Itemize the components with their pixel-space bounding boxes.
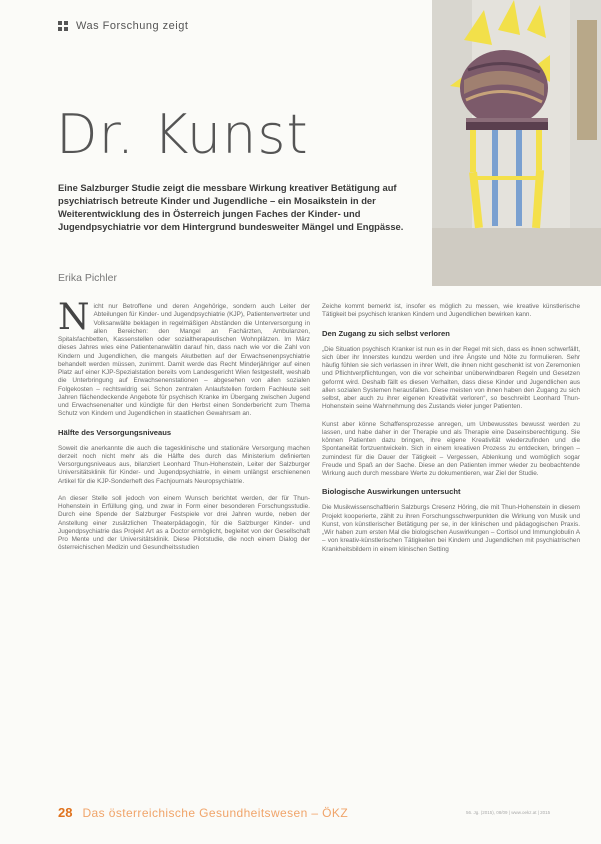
body-paragraph: „Die Situation psychisch Kranker ist nun es in der Regel mit sich, dass es ihnen schwerfällt, sich über ihr Innerstes kundzu werden und ihre Ängste und Nöte zu formulieren. Sehr häufig fühlen sie sich verlassen in ihrer Welt, die ihnen nicht geschenkt ist von Zeremonien und Pflichtverpflichtungen, von die vor scheinbar unüberwindbaren Regeln und Gesetzen geformt wird. Deshalb fällt es diesen Verhalten, dass diese Kinder und Jugendlichen aus allen sozialen Systemen herausfallen. Diese meisten von ihnen haben den Zugang zu sich selbst, aber auch zu ihrer eigenen Kreativität verloren“, so beschreibt Leonhard Thun-Hohenstein seine Wahrnehmung des Zustands vieler junger Patienten. xyxy=(322,345,580,411)
article-author: Erika Pichler xyxy=(58,272,117,284)
body-paragraph: Kunst aber könne Schaffensprozesse anregen, um Unbewusstes bewusst werden zu lassen, und habe daher in der Therapie und als Therapie eine Daseinsberechtigung. Sie können Patienten dazu bringen, ihre eigene Kreativität wiederzufinden und die Spontaneität fortzuentwickeln. Sich in einem kreativen Prozess zu entdecken, bringen – zumindest für die Dauer der Tätigkeit – Vergessen, Ablenkung und womöglich sogar Freude und Spaß an der Sache. Diese an den Patienten immer wieder zu beobachtende Wirkung auch durch messbare Werte zu dokumentieren, war Ziel der Studie. xyxy=(322,420,580,477)
subheading: Biologische Auswirkungen untersucht xyxy=(322,487,461,497)
dropcap: N xyxy=(58,297,90,338)
subheading: Hälfte des Versorgungsniveaus xyxy=(58,427,172,437)
section-dots-icon xyxy=(58,21,68,31)
issue-info: 56. Jg. (2015), 08/09 | www.oekz.at | 2015 xyxy=(466,810,551,815)
section-header xyxy=(58,20,188,32)
article-lede: Eine Salzburger Studie zeigt die messbare Wirkung kreativer Betätigung auf psychiatrisch betreute Kinder und Jugendliche – ein Mosaikstein in der Weiterentwicklung des in Österreich jungen Faches der Kinder- und Jugendpsychiatrie vor dem Hintergrund bundesweiter Mängel und Engpässe. xyxy=(58,182,404,232)
subheading: Den Zugang zu sich selbst verloren xyxy=(322,328,450,338)
section-label: Was Forschung zeigt xyxy=(76,20,189,32)
chair-sculpture-image xyxy=(432,0,601,286)
publication-name: Das österreichische Gesundheitswesen – ÖKZ xyxy=(82,805,349,820)
body-paragraph: Zeiche kommt bemerkt ist, insofer es möglich zu messen, wie kreative künstlerische Tätigkeit bei psychisch kranken Kindern und Jugendlichen bewirken kann. xyxy=(322,303,580,319)
page-number: 28 xyxy=(58,805,73,820)
body-paragraph: Die Musikwissenschaftlerin Salzburgs Cresenz Höring, die mit Thun-Hohenstein in diesem Projekt kooperierte, zählt zu ihren Forschungsschwerpunkten die Wirkung von Musik und Kunst, von künstlerischer Betätigung per se, in der klinischen und pädagogischen Praxis. „Wir haben zum ersten Mal die biologischen Auswirkungen – Cortisol und Immunglobulin A – von kreativ-künstlerischen Tätigkeiten bei Kindern und Jugendlichen mit psychiatrischen Krankheitsbildern in einem klinischen Setting xyxy=(322,504,580,553)
body-paragraph: Soweit die anerkannte die auch die tagesklinische und stationäre Versorgung machen derzeit noch nicht mehr als die Hälfte des durch das Ministerium definierten Versorgungsniveaus aus, bilanziert Leonhard Thun-Hohenstein, Leiter der Salzburger Universitätsklinik für Kinder- und Jugendpsychiatrie, in einem unlängst erschienenen Artikel für die KJP-Sonderheft des Fachjournals Neuropsychiatrie. xyxy=(58,444,310,485)
text-column-left xyxy=(58,297,310,562)
article-title: Dr. Kunst xyxy=(56,103,309,166)
body-paragraph: An dieser Stelle soll jedoch von einem Wunsch berichtet werden, der für Thun-Hohenstein in Erfüllung ging, und zwar in Form einer besonderen Forschungsstudie. Durch eine Spende der Salzburger Festspiele vor drei Jahren wurde, neben der Anstellung einer zusätzlichen Theaterpädagogin, für die Salzburger Kinder- und Jugendpsychiatrie das Projekt Art as a Doctor ermöglicht, begleitet von der Gesellschaft Pro Mente und der Universitätsklinik. Diese Pilotstudie, die noch einem Dialog der österreichischen Medizin und Gesundheitsstudien xyxy=(58,494,310,552)
text-column-right xyxy=(322,303,580,563)
page-footer xyxy=(58,805,348,820)
intro-paragraph: Nicht nur Betroffene und deren Angehörige, sondern auch Leiter der Abteilungen für Kinder- und Jugendpsychiatrie (KJP), Patientenvertreter und Volksanwälte beklagen in regelmäßigen Abständen die Unterversorgung in allen Bereichen: den Mangel an Fachärzten, Ambulanzen, Spitalsfachbetten, Kassenstellen oder sozialtherapeutischen Wohnplätzen. Im März dieses Jahres wies eine Patientenanwältin darauf hin, dass nach wie vor die Zahl von Kindern und Jugendlichen, die mangels Akutbetten auf der Erwachsenenpsychiatrie behandelt werden müssen, zunimmt. Damit werde das Recht Minderjähriger auf einen Platz auf einer KJP-Spezialstation bereits vom Landesgericht Wien festgestellt, weshalb die Unterbringung auf Erwachsenenstationen – abgesehen von allen sozialen Folgekosten – rechtswidrig sei. Schon zentralen Anlaufstellen fordern Fachleute seit Jahren flächendeckende Angebote für psychisch Kranke im Übergang zwischen Jugend und Erwachsenenalter und kündigte für den Herbst einen Sonderbericht zum Thema Schutz von Kindern und Jugendlichen in staatlichen Gewahrsam an. xyxy=(58,297,310,418)
article-photo xyxy=(432,0,601,286)
